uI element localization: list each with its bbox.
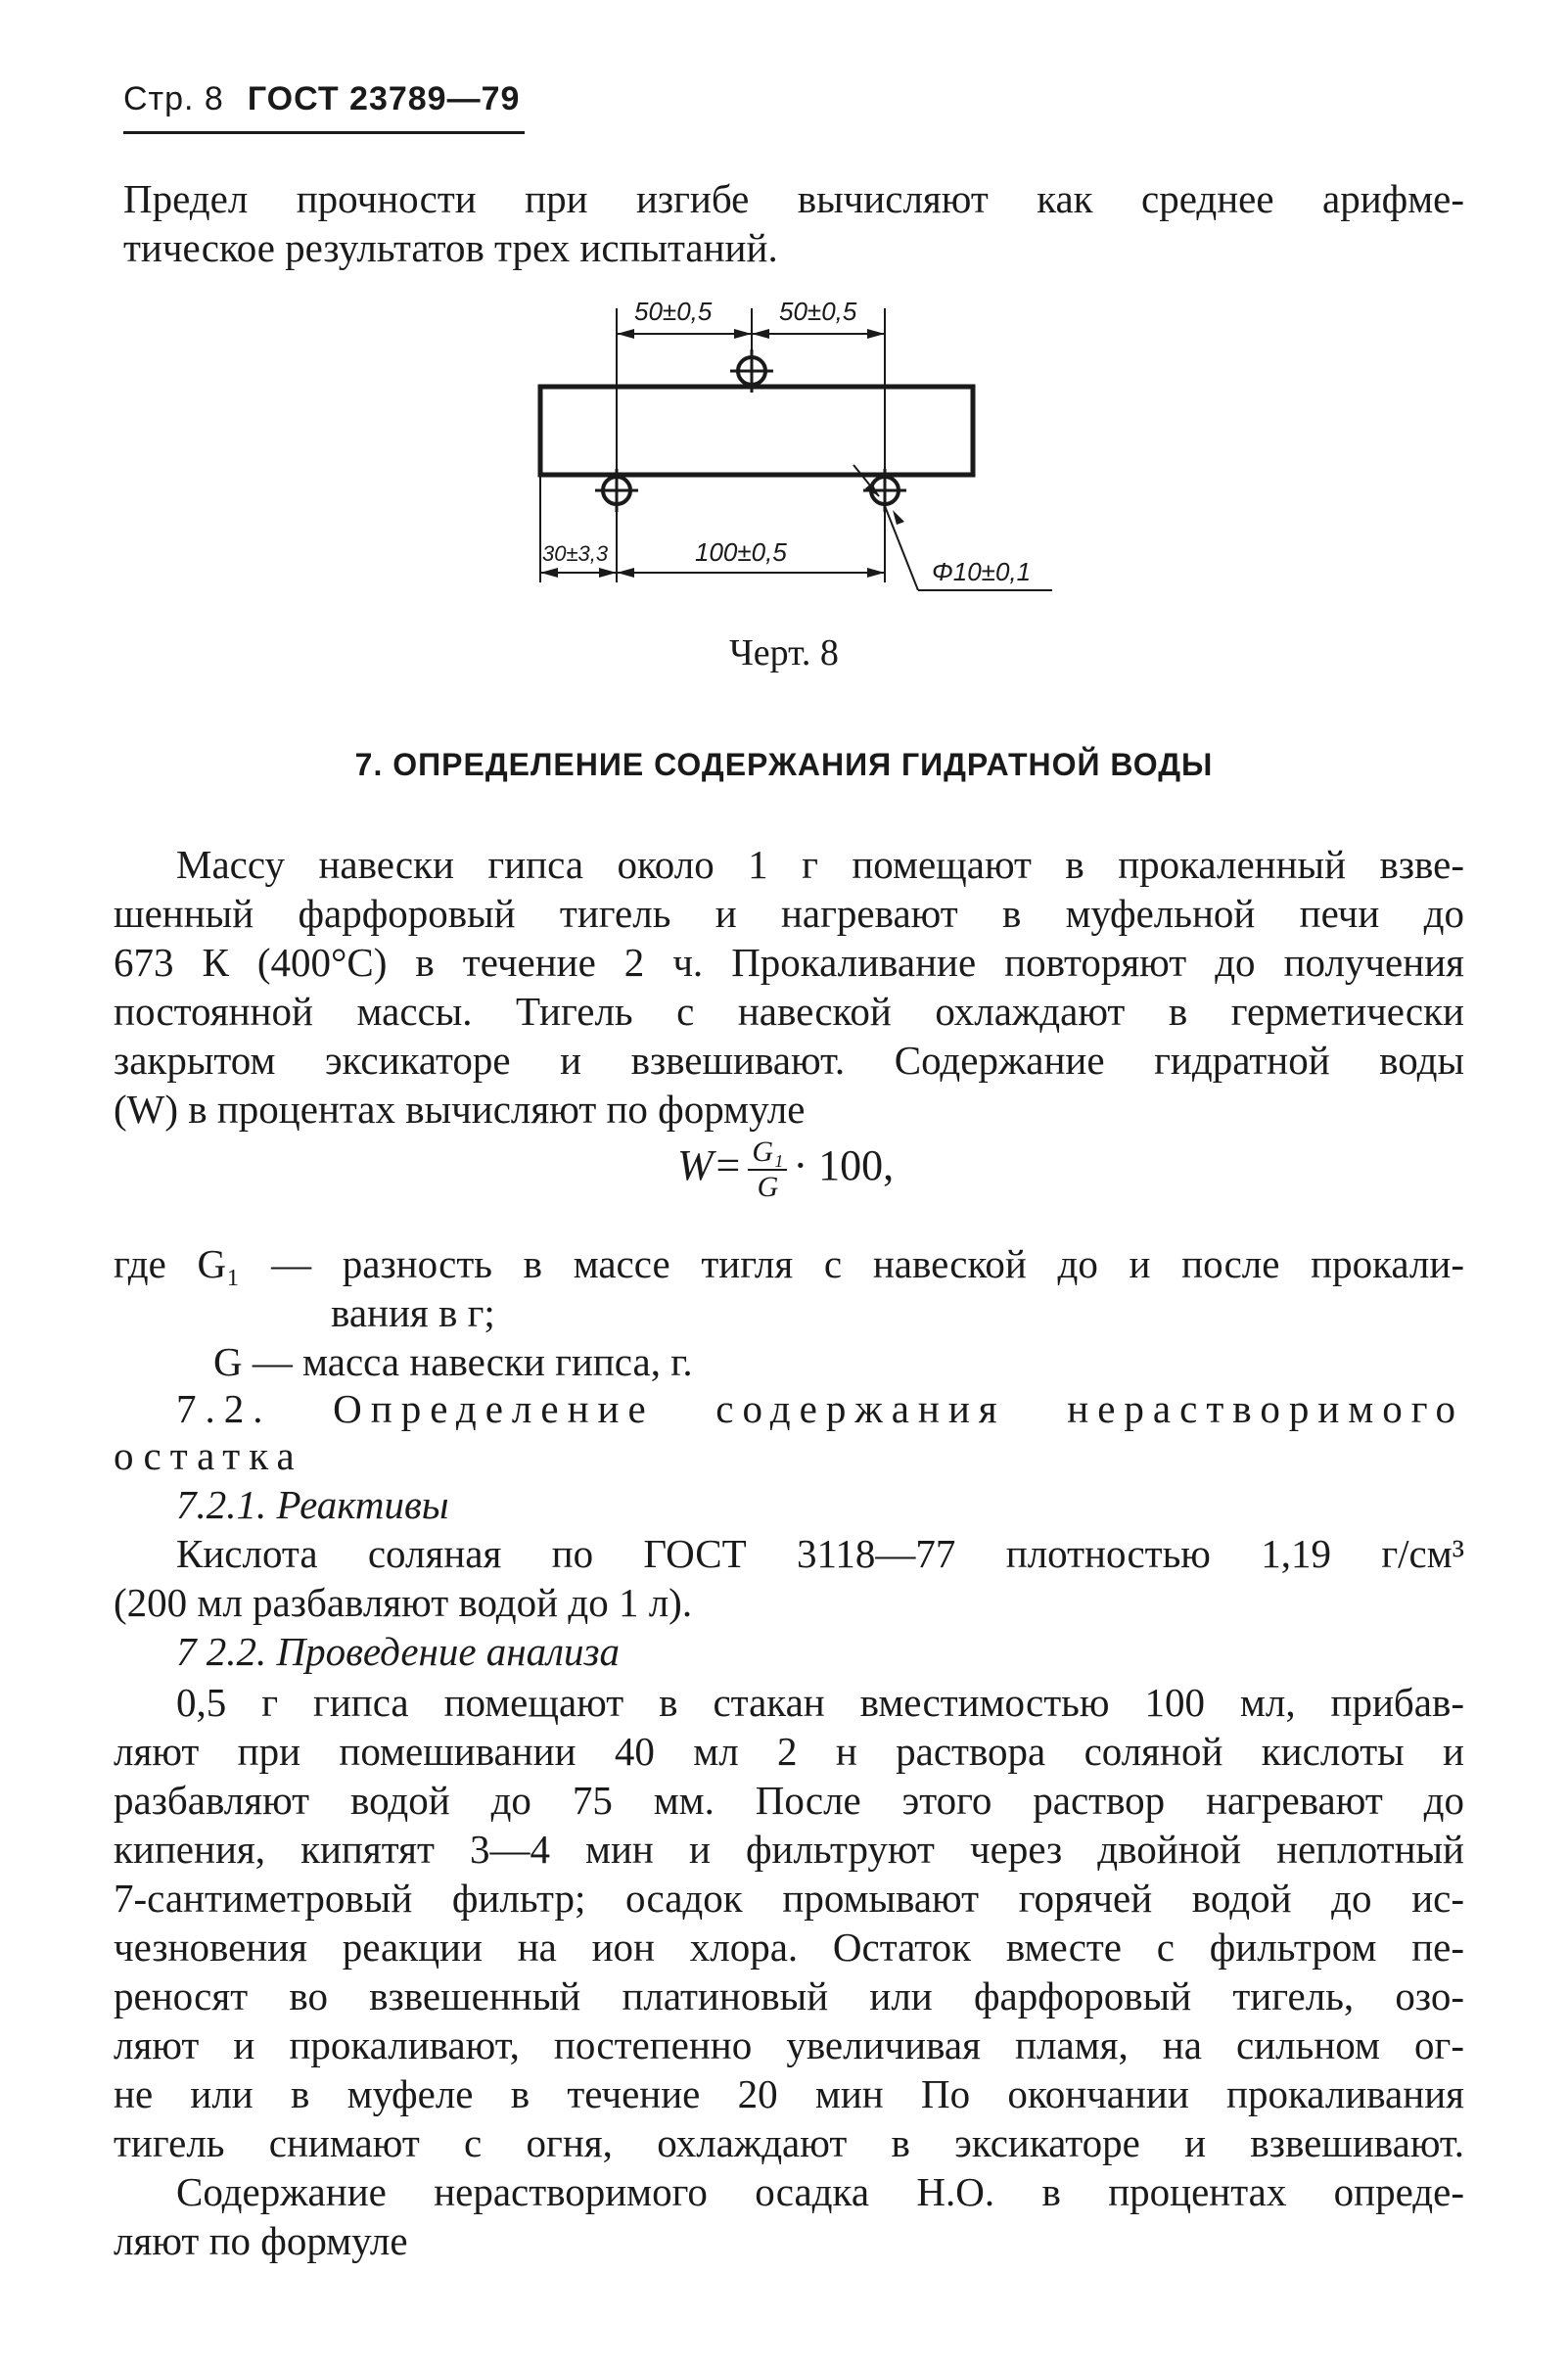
dim-diameter: Φ10±0,1: [932, 557, 1032, 586]
header-rule: [123, 131, 525, 134]
s722-line-9: не или в муфеле в течение 20 мин По окончании прокаливания: [114, 2071, 1464, 2116]
figure-caption: Черт. 8: [729, 632, 839, 673]
dim-overhang: 30±3,3: [542, 541, 609, 566]
specimen-outline: [540, 387, 973, 475]
where-line-2: вания в г;: [331, 1290, 495, 1335]
formula-lhs: W=: [677, 1141, 743, 1190]
s722-line-2: ляют при помешивании 40 мл 2 н раствора соляной кислоты и: [114, 1729, 1464, 1774]
final-line-2: ляют по формуле: [114, 2218, 408, 2263]
dim-top-left: 50±0,5: [634, 297, 713, 326]
s722-title: 7 2.2. Проведение анализа: [176, 1629, 621, 1674]
figure-8-drawing: [509, 279, 1096, 612]
s72-title-line-2: остатка: [114, 1433, 303, 1478]
dim-span: 100±0,5: [695, 537, 787, 567]
where-line-3: G — масса навески гипса, г.: [213, 1339, 693, 1384]
formula-numerator: G₁: [748, 1136, 787, 1171]
s722-line-5: 7-сантиметровый фильтр; осадок промывают горячей водой до ис-: [114, 1876, 1464, 1921]
formula-fraction: [748, 1136, 787, 1204]
s7-line-4: постоянной массы. Тигель с навеской охлаждают в герметически: [114, 989, 1464, 1034]
formula-rhs: · 100,: [793, 1141, 895, 1190]
formula-hydrate-water: [677, 1136, 894, 1204]
page-header: [123, 80, 520, 118]
intro-line-2: тическое результатов трех испытаний.: [123, 225, 778, 270]
s722-line-7: реносят во взвешенный платиновый или фарфоровый тигель, озо-: [114, 1973, 1464, 2018]
s7-line-3: 673 К (400°С) в течение 2 ч. Прокаливание повторяют до получения: [114, 940, 1464, 985]
dim-top-right: 50±0,5: [779, 297, 857, 326]
s721-title: 7.2.1. Реактивы: [176, 1482, 449, 1527]
page-number: Стр. 8: [123, 80, 224, 117]
s722-line-10: тигель снимают с огня, охлаждают в эксикаторе и взвешивают.: [114, 2120, 1464, 2165]
where-line-1: где G₁ — разность в массе тигля с навеской до и после прокали-: [114, 1241, 1464, 1286]
s722-line-4: кипения, кипятят 3—4 мин и фильтруют через двойной неплотный: [114, 1827, 1464, 1872]
intro-line-1: Предел прочности при изгибе вычисляют как среднее арифме-: [123, 176, 1464, 221]
s722-line-3: разбавляют водой до 75 мм. После этого раствор нагревают до: [114, 1778, 1464, 1823]
s72-title-line-1: 7.2. Определение содержания нерастворимого: [176, 1386, 1464, 1431]
s7-line-6: (W) в процентах вычисляют по формуле: [114, 1087, 806, 1132]
s722-line-1: 0,5 г гипса помещают в стакан вместимостью 100 мл, прибав-: [176, 1680, 1464, 1725]
s722-line-8: ляют и прокаливают, постепенно увеличивая пламя, на сильном ог-: [114, 2022, 1464, 2067]
s7-line-5: закрытом эксикаторе и взвешивают. Содержание гидратной воды: [114, 1038, 1464, 1083]
s721-line-1: Кислота соляная по ГОСТ 3118—77 плотностью 1,19 г/см³: [176, 1531, 1464, 1576]
section-7-title: 7. ОПРЕДЕЛЕНИЕ СОДЕРЖАНИЯ ГИДРАТНОЙ ВОДЫ: [354, 747, 1214, 782]
s721-line-2: (200 мл разбавляют водой до 1 л).: [114, 1580, 693, 1625]
s7-line-1: Массу навески гипса около 1 г помещают в прокаленный взве-: [176, 842, 1464, 887]
final-line-1: Содержание нерастворимого осадка Н.О. в процентах опреде-: [176, 2169, 1464, 2214]
s7-line-2: шенный фарфоровый тигель и нагревают в муфельной печи до: [114, 891, 1464, 936]
standard-number: ГОСТ 23789—79: [247, 80, 521, 117]
s722-line-6: чезновения реакции на ион хлора. Остаток вместе с фильтром пе-: [114, 1925, 1464, 1970]
formula-denominator: G: [757, 1171, 779, 1203]
